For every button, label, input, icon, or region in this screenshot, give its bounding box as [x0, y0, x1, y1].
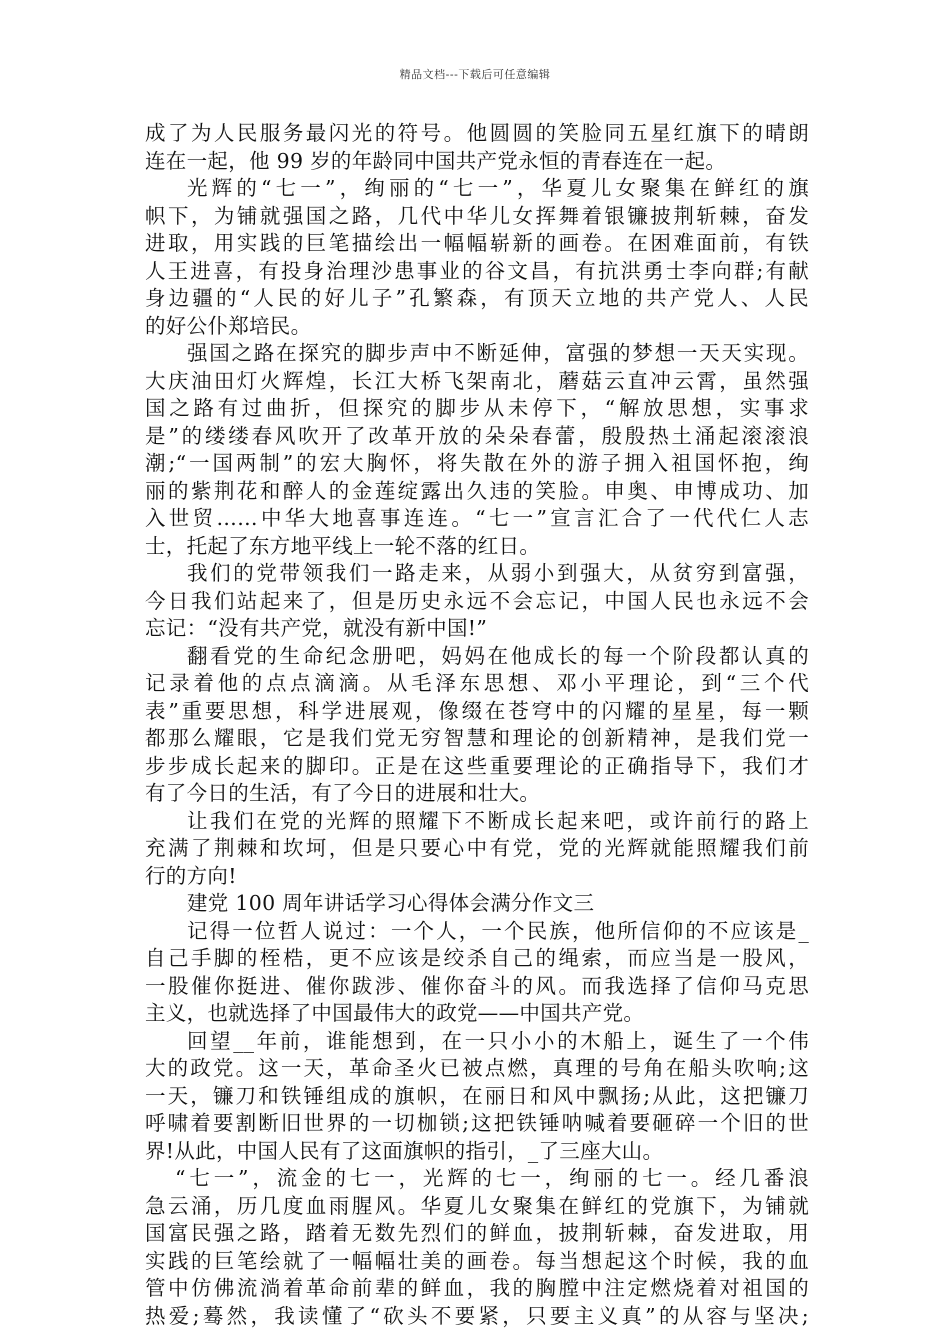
- text-line: 忘记：“没有共产党，就没有新中国!”: [145, 616, 488, 640]
- text-line: 我们的党带领我们一路走来，从弱小到强大，从贫穷到富强，: [187, 561, 809, 585]
- text-line: 自己手脚的桎梏，更不应该是绞杀自己的绳索，而应当是一股风，: [145, 946, 809, 970]
- text-line: 管中仿佛流淌着革命前辈的鲜血，我的胸膛中注定燃烧着对祖国的: [145, 1276, 809, 1300]
- text-line: 丽的紫荆花和醉人的金莲绽露出久违的笑脸。申奥、申博成功、加: [145, 478, 809, 503]
- text-line: 大的政党。这一天，革命圣火已被点燃，真理的号角在船头吹响;这: [145, 1056, 809, 1080]
- text-line: 光辉的“七一”，绚丽的“七一”，华夏儿女聚集在鲜红的旗: [187, 176, 809, 200]
- text-line: 热爱;蓦然，我读懂了“砍头不要紧，只要主义真”的从容与坚决;: [145, 1303, 809, 1328]
- text-line: 帜下，为铺就强国之路，几代中华儿女挥舞着银镰披荆斩棘，奋发: [145, 203, 809, 228]
- text-line: 士，托起了东方地平线上一轮不落的红日。: [145, 533, 541, 558]
- text-line: 实践的巨笔绘就了一幅幅壮美的画卷。每当想起这个时候，我的血: [145, 1248, 809, 1273]
- text-line: 国富民强之路，踏着无数先烈们的鲜血，披荆斩棘，奋发进取，用: [145, 1221, 809, 1245]
- text-line: 主义，也就选择了中国最伟大的政党——中国共产党。: [145, 1001, 645, 1025]
- text-line: 回望__年前，谁能想到，在一只小小的木船上，诞生了一个伟: [187, 1028, 809, 1053]
- text-line: 一天，镰刀和铁锤组成的旗帜，在丽日和风中飘扬;从此，这把镰刀: [145, 1083, 809, 1108]
- text-line: 今日我们站起来了，但是历史永远不会忘记，中国人民也永远不会: [145, 588, 809, 613]
- text-line: 呼啸着要割断旧世界的一切枷锁;这把铁锤呐喊着要砸碎一个旧的世: [145, 1111, 809, 1135]
- text-line: 潮;“一国两制”的宏大胸怀，将失散在外的游子拥入祖国怀抱，绚: [145, 451, 809, 475]
- text-line: 成了为人民服务最闪光的符号。他圆圆的笑脸同五星红旗下的晴朗: [145, 121, 809, 145]
- document-body: [145, 120, 809, 1330]
- text-line: 连在一起，他 99 岁的年龄同中国共产党永恒的青春连在一起。: [145, 148, 727, 173]
- text-line: 入世贸……中华大地喜事连连。“七一”宣言汇合了一代代仁人志: [145, 506, 809, 530]
- text-line: 是”的缕缕春风吹开了改革开放的朵朵春蕾，殷殷热土涌起滚滚浪: [145, 423, 809, 448]
- text-line: 充满了荆棘和坎坷，但是只要心中有党，党的光辉就能照耀我们前: [145, 836, 809, 860]
- text-line: 身边疆的“人民的好儿子”孔繁森，有顶天立地的共产党人、人民: [145, 286, 809, 310]
- text-line: 界!从此，中国人民有了这面旗帜的指引，_了三座大山。: [145, 1138, 664, 1163]
- text-line: 让我们在党的光辉的照耀下不断成长起来吧，或许前行的路上: [187, 808, 809, 833]
- text-line: 表”重要思想，科学进展观，像缀在苍穹中的闪耀的星星，每一颗: [145, 698, 809, 723]
- text-line: “七一”，流金的七一，光辉的七一，绚丽的七一。经几番浪: [175, 1166, 809, 1190]
- text-line: 步步成长起来的脚印。正是在这些重要理论的正确指导下，我们才: [145, 753, 809, 778]
- text-line: 记录着他的点点滴滴。从毛泽东思想、邓小平理论，到“三个代: [145, 671, 809, 695]
- text-line: 都那么耀眼，它是我们党无穷智慧和理论的创新精神，是我们党一: [145, 726, 809, 750]
- text-line: 国之路有过曲折，但探究的脚步从未停下，“解放思想，实事求: [145, 396, 809, 420]
- page-header: 精品文档---下载后可任意编辑: [399, 68, 551, 81]
- text-line: 记得一位哲人说过：一个人，一个民族，他所信仰的不应该是_: [187, 918, 809, 943]
- text-line: 一股催你挺进、催你跋涉、催你奋斗的风。而我选择了信仰马克思: [145, 973, 809, 998]
- text-line: 有了今日的生活，有了今日的进展和壮大。: [145, 781, 541, 805]
- text-line: 的好公仆郑培民。: [145, 313, 312, 338]
- text-line: 人王进喜，有投身治理沙患事业的谷文昌，有抗洪勇士李向群;有献: [145, 258, 809, 283]
- text-line: 建党 100 周年讲话学习心得体会满分作文三: [187, 891, 595, 915]
- text-line: 行的方向!: [145, 863, 237, 888]
- text-line: 强国之路在探究的脚步声中不断延伸，富强的梦想一天天实现。: [187, 341, 809, 365]
- text-line: 翻看党的生命纪念册吧，妈妈在他成长的每一个阶段都认真的: [187, 643, 809, 668]
- text-line: 进取，用实践的巨笔描绘出一幅幅崭新的画卷。在困难面前，有铁: [145, 231, 809, 255]
- text-line: 急云涌，历几度血雨腥风。华夏儿女聚集在鲜红的党旗下，为铺就: [145, 1193, 809, 1218]
- text-line: 大庆油田灯火辉煌，长江大桥飞架南北，蘑菇云直冲云霄，虽然强: [145, 368, 809, 393]
